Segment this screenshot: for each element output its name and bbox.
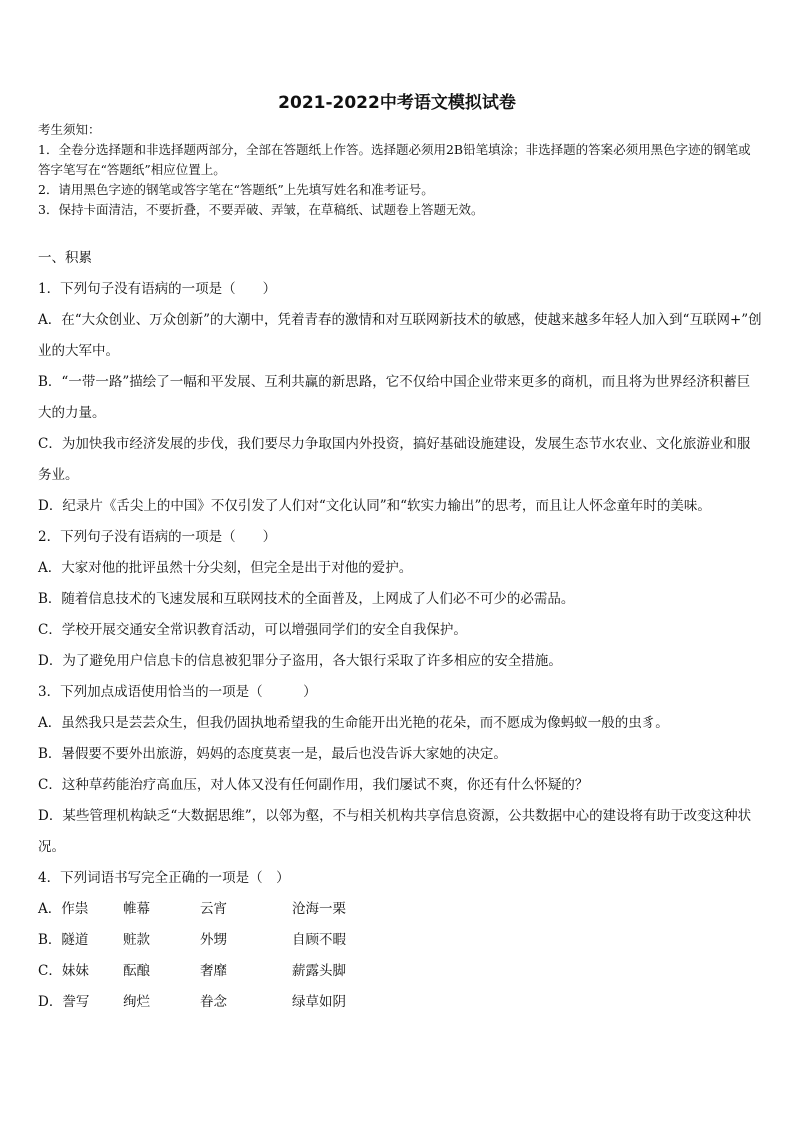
word-option-row [38, 894, 763, 925]
word-cell: D．誊写 [38, 994, 90, 1010]
word-option-row [38, 956, 763, 987]
word-cell: 外甥 [200, 932, 227, 948]
question-stem: 1．下列句子没有语病的一项是（ ） [38, 281, 277, 297]
notice-heading: 考生须知： [38, 122, 101, 137]
word-cell: 酝酿 [123, 963, 150, 979]
question-option: C．学校开展交通安全常识教育活动，可以增强同学们的安全自我保护。 [38, 622, 467, 638]
question-option: A．在“大众创业、万众创新”的大潮中，凭着青春的激情和对互联网新技术的敏感，使越来越多年轻人加入到“互联网+”创业的大军中。 [38, 312, 762, 359]
word-option-row [38, 925, 763, 956]
question-stem: 2．下列句子没有语病的一项是（ ） [38, 529, 277, 545]
word-cell: 奢靡 [200, 963, 227, 979]
word-cell: A．作祟 [38, 901, 89, 917]
question-option: B．“一带一路”描绘了一幅和平发展、互利共赢的新思路，它不仅给中国企业带来更多的商机，而且将为世界经济积蓄巨大的力量。 [38, 374, 751, 421]
question-option: B．暑假要不要外出旅游，妈妈的态度莫衷一是，最后也没告诉大家她的决定。 [38, 746, 507, 762]
question-option: C．为加快我市经济发展的步伐，我们要尽力争取国内外投资，搞好基础设施建设，发展生态节水农业、文化旅游业和服务业。 [38, 436, 751, 483]
question-option: D．纪录片《舌尖上的中国》不仅引发了人们对“文化认同”和“软实力输出”的思考，而且让人怀念童年时的美味。 [38, 498, 711, 514]
word-cell: 沧海一栗 [292, 901, 346, 917]
word-cell: 云宵 [200, 901, 227, 917]
question-option: C．这种草药能治疗高血压，对人体又没有任何副作用，我们屡试不爽，你还有什么怀疑的？ [38, 777, 589, 793]
question-option: A．虽然我只是芸芸众生，但我仍固执地希望我的生命能开出光艳的花朵，而不愿成为像蚂蚁一般的虫豸。 [38, 715, 669, 731]
word-cell: 眷念 [200, 994, 227, 1010]
question-stem: 3．下列加点成语使用恰当的一项是（ ） [38, 684, 317, 700]
notice-item: 1．全卷分选择题和非选择题两部分，全部在答题纸上作答。选择题必须用2B铅笔填涂；非选择题的答案必须用黑色字迹的钢笔或答字笔写在“答题纸”相应位置上。 [38, 142, 751, 177]
exam-body [38, 243, 763, 1018]
question-option: B．随着信息技术的飞速发展和互联网技术的全面普及，上网成了人们必不可少的必需品。 [38, 591, 575, 607]
notice-item: 2．请用黑色字迹的钢笔或答字笔在“答题纸”上先填写姓名和准考证号。 [38, 182, 434, 197]
word-cell: B．隧道 [38, 932, 89, 948]
word-cell: C．妹妹 [38, 963, 89, 979]
word-cell: 绿草如阴 [292, 994, 346, 1010]
word-cell: 帷幕 [123, 901, 150, 917]
word-option-row [38, 987, 763, 1018]
word-cell: 绚烂 [123, 994, 150, 1010]
notice-item: 3．保持卡面清洁，不要折叠，不要弄破、弄皱，在草稿纸、试题卷上答题无效。 [38, 202, 484, 217]
candidate-notice [38, 120, 763, 220]
question-option: D．某些管理机构缺乏“大数据思维”，以邻为壑，不与相关机构共享信息资源，公共数据中心的建设将有助于改变这种状况。 [38, 808, 752, 855]
word-cell: 薪露头脚 [292, 963, 346, 979]
word-cell: 自顾不暇 [292, 932, 346, 948]
question-option: D．为了避免用户信息卡的信息被犯罪分子盗用，各大银行采取了许多相应的安全措施。 [38, 653, 562, 669]
page-title: 2021-2022中考语文模拟试卷 [278, 93, 516, 113]
question-option: A．大家对他的批评虽然十分尖刻，但完全是出于对他的爱护。 [38, 560, 413, 576]
question-stem: 4．下列词语书写完全正确的一项是（ ） [38, 870, 290, 886]
section-heading: 一、积累 [38, 250, 92, 266]
word-cell: 赃款 [123, 932, 150, 948]
